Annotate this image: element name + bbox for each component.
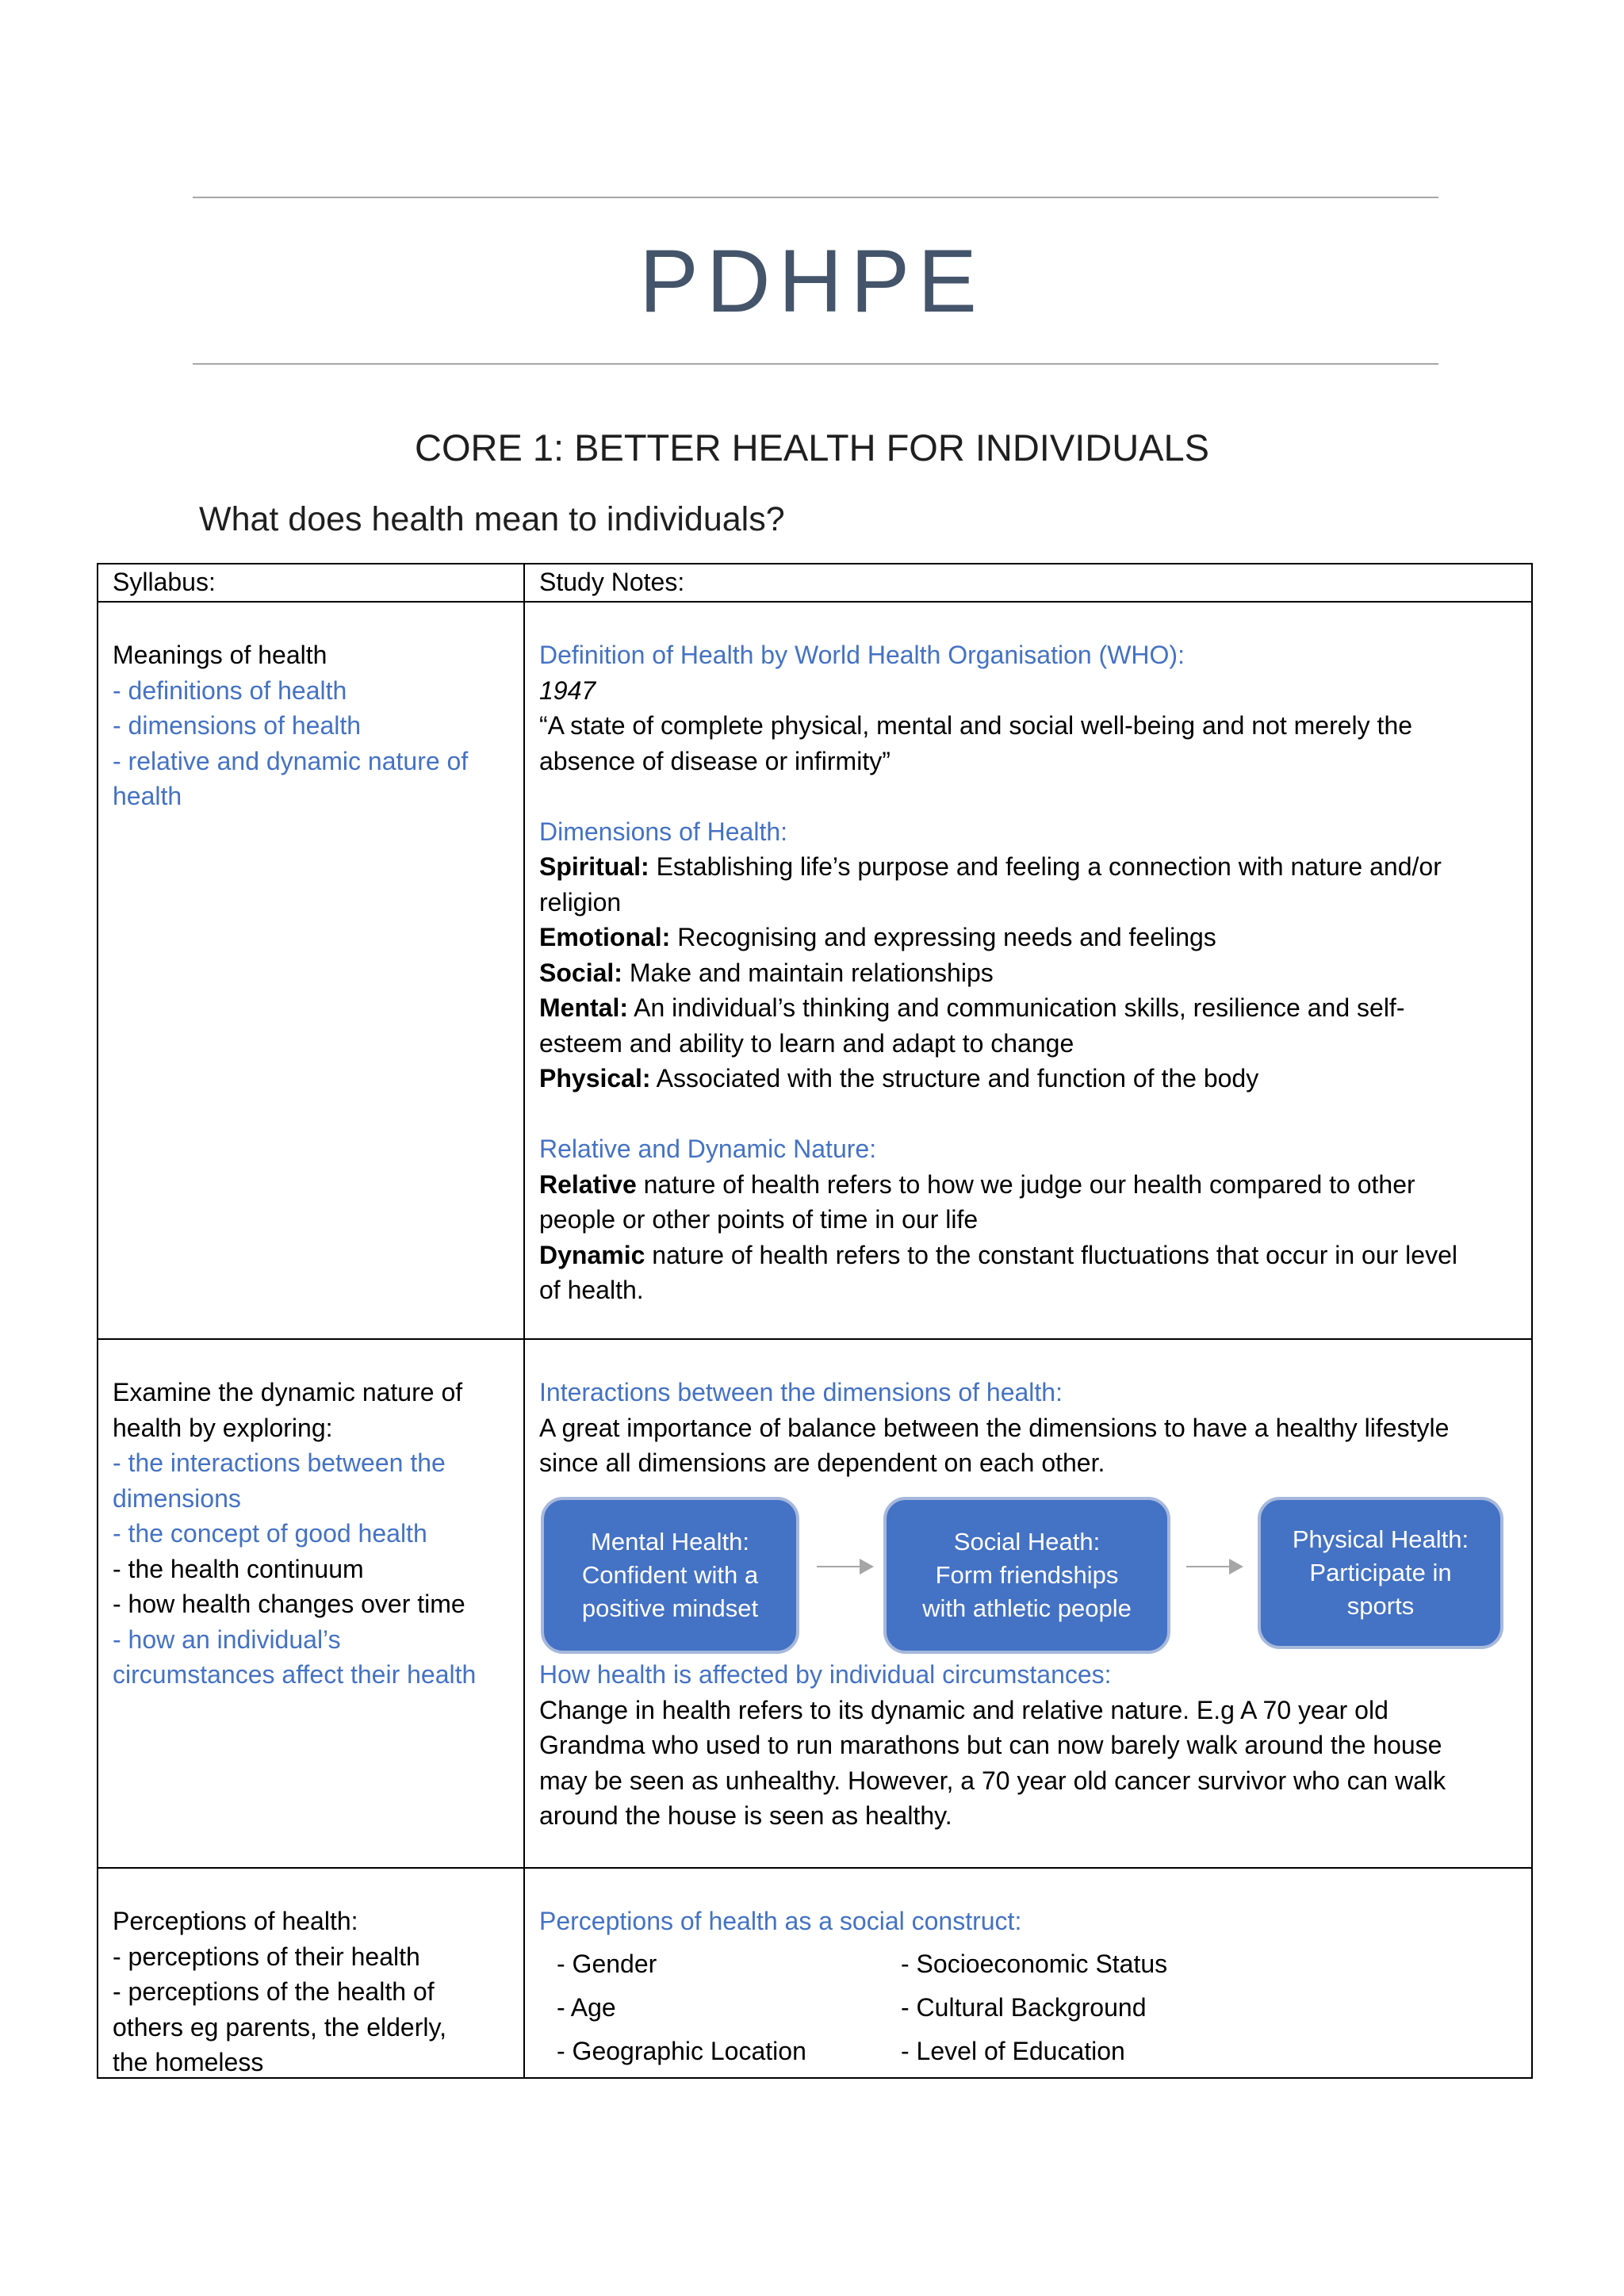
row2-syllabus [113,1375,513,1693]
syllabus-item: others eg parents, the elderly, [113,2012,446,2042]
interactions-text: since all dimensions are dependent on each other. [539,1448,1105,1477]
who-year: 1947 [539,675,596,705]
dynamic-label: Dynamic [539,1240,645,1269]
circumstances-text: Grandma who used to run marathons but can now barely walk around the house [539,1731,1442,1759]
flow-box-physical [1258,1497,1503,1649]
syllabus-item: - definitions of health [113,675,347,705]
syllabus-title: Meanings of health [113,641,327,669]
interactions-heading: Interactions between the dimensions of health: [539,1378,1063,1406]
row-divider-2 [98,1867,1531,1869]
arrow-right-icon [817,1566,872,1567]
flow-box-text: sports [1346,1592,1415,1620]
syllabus-item: - how health changes over time [113,1590,465,1618]
factors-left-list [557,1942,806,2073]
flow-box-text: Physical Health: [1292,1525,1469,1553]
circumstances-text: around the house is seen as healthy. [539,1801,952,1830]
syllabus-table [97,563,1533,2079]
arrow-right-icon [1186,1566,1242,1567]
dimensions-heading: Dimensions of Health: [539,817,788,846]
syllabus-intro: Examine the dynamic nature of [113,1378,463,1406]
syllabus-item: - relative and dynamic nature of [113,746,469,775]
flow-box-text: Form friendships [935,1561,1119,1589]
circumstances-text: Change in health refers to its dynamic and relative nature. E.g A 70 year old [539,1695,1388,1724]
row3-notes [539,1904,1519,1939]
physical-text: Associated with the structure and function of the body [650,1064,1259,1093]
dynamic-text: nature of health refers to the constant fluctuations that occur in our level [645,1240,1457,1269]
social-label: Social: [539,958,622,987]
spiritual-text: religion [539,887,622,916]
row3-syllabus [113,1904,513,2080]
syllabus-item: dimensions [113,1483,241,1513]
flow-box-text: Participate in [1309,1559,1452,1586]
factor-item: - Cultural Background [901,1993,1147,2022]
title-rule-bottom [193,363,1438,365]
syllabus-item: - perceptions of the health of [113,1977,435,2006]
row2-notes-bottom [539,1657,1519,1834]
syllabus-item: - the health continuum [113,1554,364,1583]
header-syllabus: Syllabus: [113,568,216,596]
syllabus-item: - the concept of good health [113,1519,427,1548]
relative-label: Relative [539,1169,637,1199]
factor-item: - Age [557,1993,616,2022]
relative-text: people or other points of time in our life [539,1205,979,1234]
who-quote: absence of disease or infirmity” [539,746,891,775]
syllabus-item: - dimensions of health [113,711,362,740]
syllabus-item: - perceptions of their health [113,1942,420,1971]
header-notes: Study Notes: [539,568,685,596]
document-title: PDHPE [639,232,985,331]
factor-item: - Geographic Location [557,2037,806,2065]
row1-syllabus [113,637,513,814]
syllabus-item: - how an individual’s [113,1624,341,1654]
spiritual-text: Establishing life’s purpose and feeling a connection with nature and/or [649,852,1442,881]
perceptions-heading: Perceptions of health as a social construct: [539,1907,1022,1935]
spiritual-label: Spiritual: [539,852,649,881]
column-divider [523,564,525,2077]
flow-box-social [883,1497,1170,1654]
factor-item: - Gender [557,1950,657,1978]
nature-heading: Relative and Dynamic Nature: [539,1135,877,1163]
syllabus-intro: health by exploring: [113,1413,333,1442]
emotional-text: Recognising and expressing needs and feelings [670,923,1216,951]
core-heading: CORE 1: BETTER HEALTH FOR INDIVIDUALS [415,427,1209,469]
who-quote: “A state of complete physical, mental and social well-being and not merely the [539,711,1413,740]
circumstances-text: may be seen as unhealthy. However, a 70 year old cancer survivor who can walk [539,1766,1446,1795]
row-divider-1 [98,1338,1531,1340]
section-heading: What does health mean to individuals? [199,500,785,538]
factor-item: - Level of Education [901,2037,1125,2065]
row1-notes [539,637,1519,1308]
who-heading: Definition of Health by World Health Organisation (WHO): [539,641,1185,669]
factor-item: - Socioeconomic Status [901,1950,1168,1978]
header-divider [98,601,1531,603]
circumstances-heading: How health is affected by individual circumstances: [539,1660,1112,1689]
physical-label: Physical: [539,1064,651,1093]
mental-text: An individual’s thinking and communication skills, resilience and self- [628,993,1405,1022]
emotional-label: Emotional: [539,923,671,951]
title-rule-top [193,197,1438,198]
syllabus-title: Perceptions of health: [113,1907,358,1935]
syllabus-item: - the interactions between the [113,1448,446,1477]
flow-box-text: with athletic people [922,1594,1132,1622]
mental-text: esteem and ability to learn and adapt to change [539,1028,1074,1058]
row2-notes-top [539,1375,1519,1481]
syllabus-item: circumstances affect their health [113,1660,477,1689]
social-text: Make and maintain relationships [622,958,994,987]
factors-right-list [901,1942,1167,2073]
mental-label: Mental: [539,993,628,1022]
flow-box-mental [541,1497,799,1654]
syllabus-item: the homeless [113,2048,264,2076]
interactions-text: A great importance of balance between the dimensions to have a healthy lifestyle [539,1413,1450,1442]
relative-text: nature of health refers to how we judge our health compared to other [636,1169,1415,1199]
dynamic-text: of health. [539,1276,644,1304]
flow-box-text: Mental Health: [591,1528,749,1556]
flow-box-text: positive mindset [581,1594,759,1622]
syllabus-item: health [113,782,182,810]
flow-box-text: Social Heath: [953,1528,1101,1556]
flow-box-text: Confident with a [581,1561,759,1589]
